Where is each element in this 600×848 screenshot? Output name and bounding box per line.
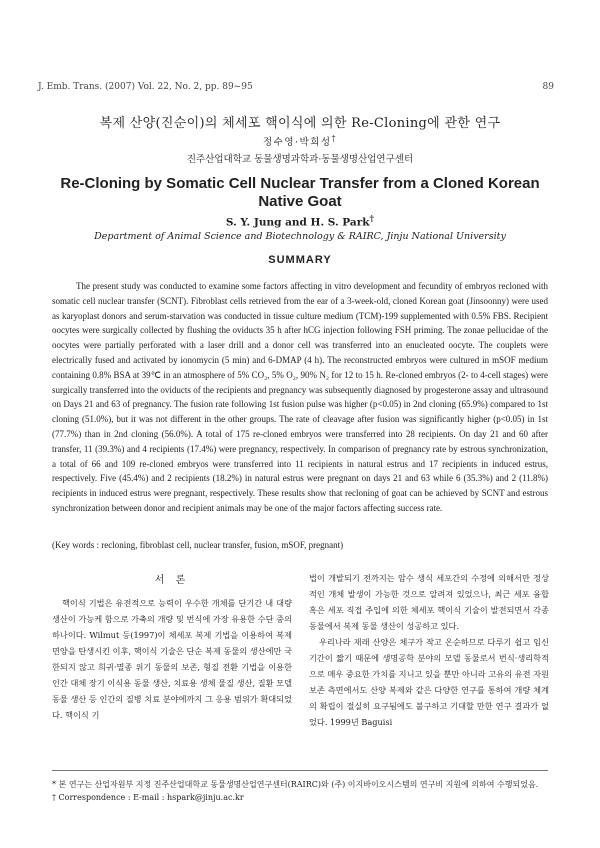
korean-title: 복제 산양(진순이)의 체세포 핵이식에 의한 Re-Cloning에 관한 연구	[99, 116, 501, 131]
intro-left-column	[52, 573, 292, 723]
english-affiliation: Department of Animal Science and Biotechnology & RAIRC, Jinju National University	[94, 231, 506, 242]
english-authors: S. Y. Jung and H. S. Park†	[225, 214, 375, 229]
intro-paragraph-1: 핵이식 기법은 유전적으로 능력이 우수한 개체를 단기간 내 대량 생산이 가능케 함으로 가축의 개량 및 번식에 가장 유용한 수단 중의 하나이다. Wilmut 등(1997)이 체세포 복제 기법을 이용하여 복제 면양을 탄생시킨 이후, 핵이식 기술은 단순 복제 동물의 생산에만 국한되지 않고 희귀·멸종 위기 동물의 보존, 형질 전환 기법을 이용한 인간 대체 장기 이식용 동물 생산, 치료용 생체 물질 생산, 질환 모델 동물 생산 등 인간의 질병 치료 분야에까지 그 응용 범위가 확대되었다. 핵이식 기	[52, 598, 292, 720]
footnotes	[52, 778, 548, 804]
funding-footnote: * 본 연구는 산업자원부 지정 진주산업대학교 동물생명산업연구센터(RAIRC)와 (주) 이지바이오시스템의 연구비 지원에 의하여 수행되었음.	[52, 780, 539, 789]
summary-abstract: The present study was conducted to examine some factors affecting in vitro development and fecundity of embryos recloned with somatic cell nuclear transfer (SCNT). Fibroblast cells retrieved from the ear of a 3-week-old, cloned Korean goat (Jinsoonny) were used as karyoplast donors and serum-starvation was conducted in tissue culture medium (TCM)-199 supplemented with 0.5% FBS. Recipient oocytes were surgically collected by flushing the oviducts 35 h after hCG injection following FSH priming. The zonae pellucidae of the oocytes were partially perforated with a laser drill and a donor cell was transferred into an enucleated oocyte. The couplets were electrically fused and activated by ionomycin (5 min) and 6-DMAP (4 h). The reconstructed embryos were cultured in mSOF medium containing 0.8% BSA at 39℃ in an atmosphere of 5% CO₂, 5% O₂, 90% N₂ for 12 to 15 h. Re-cloned embryos (2- to 4-cell stages) were surgically transferred into the oviducts of the recipients and pregnancy was subsequently diagnosed by progesterone assay and ultrasound on Days 21 and 63 of pregnancy. The fusion rate following 1st fusion pulse was higher (p<0.05) in 2nd cloning (65.9%) compared to 1st cloning (51.0%), but it was not different in the other groups. The rate of cleavage after fusion was significantly higher (p<0.05) in 1st (77.7%) than in 2nd cloning (56.0%). A total of 175 re-cloned embryos were transferred into 28 recipients. On day 21 and 60 after transfer, 11 (39.3%) and 4 recipients (17.4%) were pregnancy, respectively. In comparison of pregnancy rate by estrous synchronization, a total of 66 and 109 re-cloned embryos were transferred into 11 recipients in natural estrus and 17 recipients in induced estrus, respectively. Five (45.4%) and 2 recipients (18.2%) in natural estrus were pregnant on days 21 and 63 while 6 (35.3%) and 2 (11.8%) recipients in induced estrus were pregnant, respectively. These results show that recloning of goat can be achieved by SCNT and estrous synchronization between donor and recipient animals may be one of the major factors affecting success rate.	[52, 281, 548, 513]
page-number: 89	[542, 82, 554, 92]
correspondence-footnote: † Correspondence : E-mail : hspark@jinju.ac.kr	[52, 793, 244, 802]
english-title: Re-Cloning by Somatic Cell Nuclear Transfer from a Cloned Korean Native Goat	[60, 175, 540, 210]
keywords: (Key words : recloning, fibroblast cell, nuclear transfer, fusion, mSOF, pregnant)	[52, 540, 344, 550]
korean-authors: 정수영·박희성†	[262, 134, 338, 149]
footnote-divider	[52, 770, 548, 771]
journal-citation: J. Emb. Trans. (2007) Vol. 22, No. 2, pp. 89~95	[38, 82, 253, 92]
intro-heading: 서 론	[154, 575, 190, 586]
intro-paragraph-2: 우리나라 재래 산양은 체구가 작고 온순하므로 다루기 쉽고 임신 기간이 짧기 때문에 생명공학 분야의 모델 동물로서 번식·생리학적으로 매우 중요한 가치를 지니고 있을 뿐만 아니라 고유의 유전 자원 보존 측면에서도 산양 복제와 같은 다양한 연구를 통하여 개량 체계의 확립이 절실히 요구됨에도 불구하고 기대할 만한 연구 결과가 없었다. 1999년 Baguisi	[309, 637, 549, 727]
summary-heading: SUMMARY	[268, 254, 332, 266]
intro-paragraph-1-continued: 법이 개발되기 전까지는 암수 생식 세포간의 수정에 의해서만 정상적인 개체 발생이 가능한 것으로 알려져 있었으나, 최근 세포 융합 혹은 세포 직접 주입에 의한 체세포 핵이식 기술이 발전되면서 각종 동물에서 복제 동물 생산이 성공하고 있다.	[309, 573, 549, 631]
korean-affiliation: 진주산업대학교 동물생명과학과·동물생명산업연구센터	[186, 154, 414, 165]
intro-right-column	[309, 570, 549, 730]
